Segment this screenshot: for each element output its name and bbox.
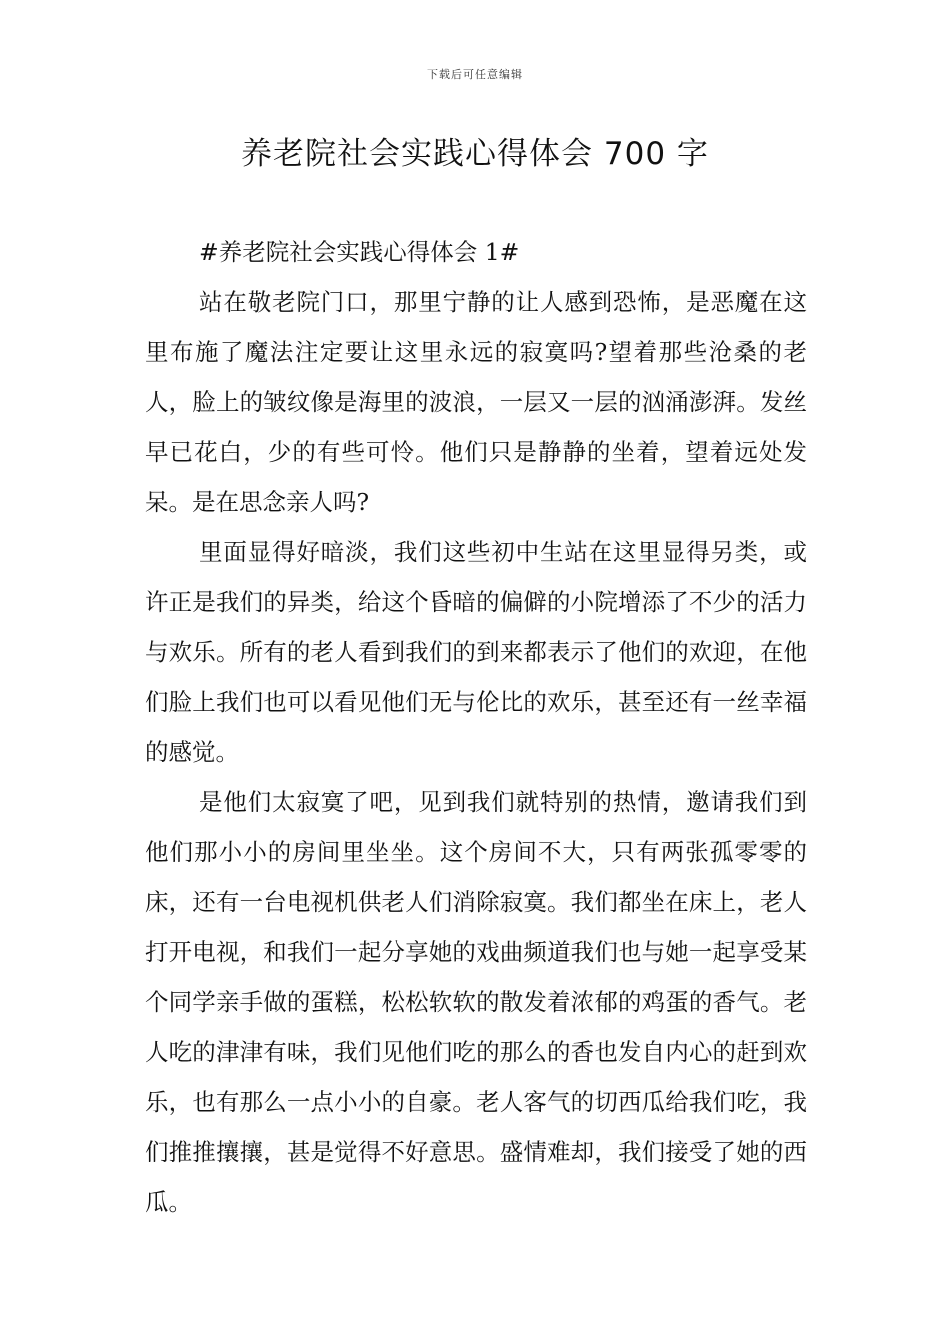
header-note: 下载后可任意编辑 <box>427 68 523 81</box>
paragraph-3: 是他们太寂寞了吧，见到我们就特别的热情，邀请我们到他们那小小的房间里坐坐。这个房间不大，只有两张孤零零的床，还有一台电视机供老人们消除寂寞。我们都坐在床上，老人打开电视，和我们一起分享她的戏曲频道我们也与她一起享受某个同学亲手做的蛋糕，松松软软的散发着浓郁的鸡蛋的香气。老人吃的津津有味，我们见他们吃的那么的香也发自内心的赶到欢乐，也有那么一点小小的自豪。老人客气的切西瓜给我们吃，我们推推攘攘，甚是觉得不好意思。盛情难却，我们接受了她的西瓜。 <box>145 788 807 1216</box>
paragraph-2: 里面显得好暗淡，我们这些初中生站在这里显得另类，或许正是我们的异类，给这个昏暗的偏僻的小院增添了不少的活力与欢乐。所有的老人看到我们的到来都表示了他们的欢迎，在他们脸上我们也可以看见他们无与伦比的欢乐，甚至还有一丝幸福的感觉。 <box>145 538 807 766</box>
document-body <box>145 227 807 1227</box>
paragraph-1: 站在敬老院门口，那里宁静的让人感到恐怖，是恶魔在这里布施了魔法注定要让这里永远的寂寞吗?望着那些沧桑的老人，脸上的皱纹像是海里的波浪，一层又一层的汹涌澎湃。发丝早已花白，少的有些可怜。他们只是静静的坐着，望着远处发呆。是在思念亲人吗? <box>145 288 807 516</box>
document-title: 养老院社会实践心得体会 700 字 <box>241 136 709 172</box>
section-heading: #养老院社会实践心得体会 1# <box>199 238 520 266</box>
